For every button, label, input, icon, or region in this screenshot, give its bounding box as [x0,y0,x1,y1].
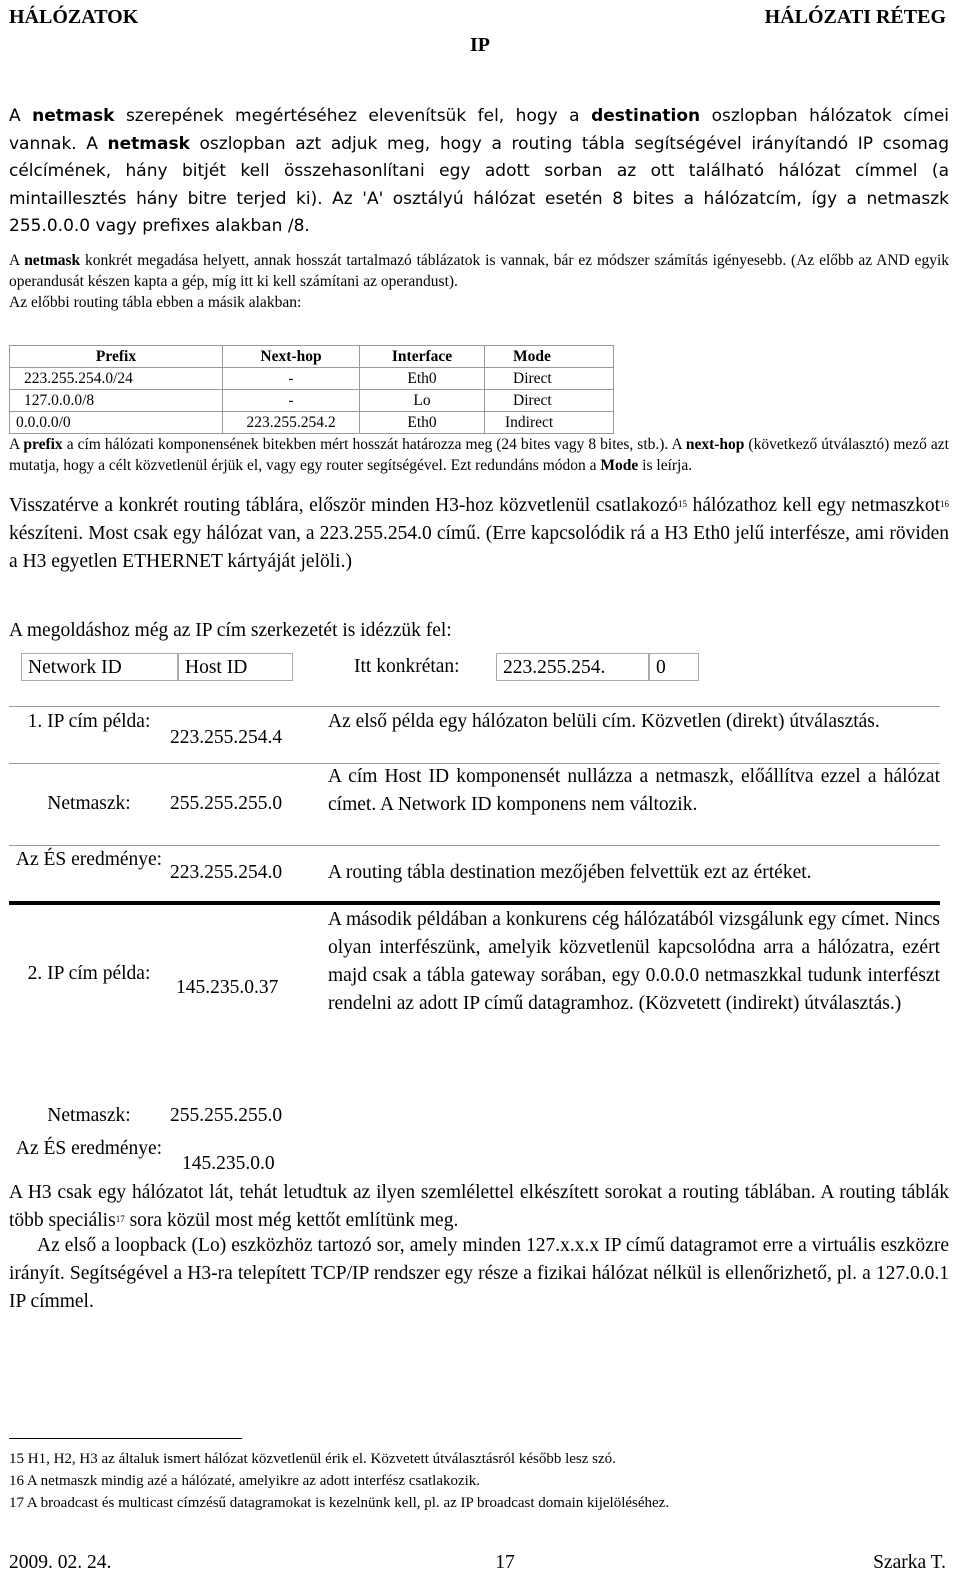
table-row [10,368,614,390]
host-id-box: Host ID [178,653,293,681]
table-row [10,390,614,412]
network-value-box: 223.255.254. [496,653,649,681]
footnote-ref-16[interactable]: 16 [940,499,949,509]
netmask2-label: Netmaszk: [47,1105,131,1126]
table-cell: Direct [485,390,614,412]
col-prefix: Prefix [10,346,223,368]
table-cell: 0.0.0.0/0 [10,412,223,434]
col-mode: Mode [485,346,614,368]
table-cell: Lo [360,390,485,412]
example1-value: 223.255.254.4 [170,727,283,748]
footer-author: Szarka T. [873,1552,946,1573]
header-right: HÁLÓZATI RÉTEG [764,6,946,28]
footer-page-number: 17 [495,1552,515,1573]
solution-intro: A megoldáshoz még az IP cím szerkezetét is idézzük fel: [9,620,452,641]
footnote-separator [9,1438,242,1439]
netmask1-value: 255.255.255.0 [170,793,283,814]
table-cell: Indirect [485,412,614,434]
example1-desc: Az első példa egy hálózaton belüli cím. Közvetlen (direkt) útválasztás. [328,711,880,732]
example2-desc: A második példában a konkurens cég hálózatából vizsgálunk egy címet. Nincs olyan interfészünk, amelyik közvetlenül kapcsolódna arra a hálózatra, ezért majd csak a tábla gateway sorában, egy 0.0.0.0 netmaszkkal tudunk interfészt rendelni az adott IP című datagramhoz. (Közvetett (indirekt) útválasztás.) [328,909,940,1014]
section-divider [9,901,940,905]
footnote-16: 16 A netmaszk mindig azé a hálózaté, amelyikre az adott interfész csatlakozik. [9,1473,481,1489]
footnote-ref-17[interactable]: 17 [115,1214,125,1224]
table-cell: 223.255.254.2 [223,412,360,434]
netmask2-value: 255.255.255.0 [170,1105,283,1126]
table-cell: Direct [485,368,614,390]
table-cell: 223.255.254.0/24 [10,368,223,390]
example1-label: 1. IP cím példa: [27,711,151,732]
netmask1-desc: A cím Host ID komponensét nullázza a netmaszk, előállítva ezzel a hálózat címet. A Network ID komponens nem változik. [328,766,940,815]
prefix-note: A prefix a cím hálózati komponensének bitekben mért hosszát határozza meg (24 bites vagy 8 bites, stb.). A next-hop (következő útválasztó) mező azt mutatja, hogy a célt közvetlenül érjük el, vagy egy router segítségével. Ezt redundáns módon a Mode is leírja. [9,436,949,474]
footer-date: 2009. 02. 24. [9,1552,112,1573]
table-header-row [10,346,614,368]
table-cell: 127.0.0.0/8 [10,390,223,412]
and-result2-value: 145.235.0.0 [182,1153,275,1174]
netmask-note: A netmask konkrét megadása helyett, annak hosszát tartalmazó táblázatok is vannak, bár ez módszer számítás igényesebb. (Az előbb az AND egyik operandusát készen kapta a gép, míg itt ki kell számítani az operandust). Az előbbi routing tábla ebben a másik alakban: [9,252,949,311]
grid-line [9,706,940,707]
col-interface: Interface [360,346,485,368]
and-result2-label: Az ÉS eredménye: [15,1138,163,1159]
footnote-17: 17 A broadcast és multicast címzésű datagramokat is kezelnünk kell, pl. az IP broadcast domain kijelöléséhez. [9,1495,670,1511]
footnote-15: 15 H1, H2, H3 az általuk ismert hálózat közvetlenül érik el. Közvetett útválasztásról később lesz szó. [9,1451,616,1467]
intro-paragraph: A netmask szerepének megértéséhez elevenítsük fel, hogy a destination oszlopban hálózatok címei vannak. A netmask oszlopban azt adjuk meg, hogy a routing tábla segítségével irányítandó IP csomag célcímének, hány bitjét kell összehasonlítani egy adott sorban az ott található hálózat címmel (a mintaillesztés hány bitre terjed ki). Az 'A' osztályú hálózat esetén 8 bites a hálózatcím, így a netmaszk 255.0.0.0 vagy prefixes alakban /8. [9,106,950,237]
table-cell: Eth0 [360,368,485,390]
concrete-label: Itt konkrétan: [354,656,460,677]
col-next-hop: Next-hop [223,346,360,368]
header-left: HÁLÓZATOK [9,6,139,28]
header-center: IP [470,34,490,56]
and-result1-desc: A routing tábla destination mezőjében felvettük ezt az értéket. [328,862,812,883]
closing-paragraph: A H3 csak egy hálózatot lát, tehát letudtuk az ilyen szemlélettel elkészített sorokat a routing táblában. A routing táblák több speciális$^{17}$ sora közül most még kettőt említünk meg. [9,1182,949,1231]
table-cell: - [223,368,360,390]
routing-table [9,345,614,434]
example2-value: 145.235.0.37 [176,977,279,998]
network-id-box: Network ID [21,653,178,681]
example2-label: 2. IP cím példa: [27,963,151,984]
and-result1-label: Az ÉS eredménye: [15,849,163,870]
table-row [10,412,614,434]
host-value-box: 0 [649,653,699,681]
table-cell: - [223,390,360,412]
footnote-ref-15[interactable]: 15 [678,499,688,509]
loopback-paragraph: Az első a loopback (Lo) eszközhöz tartozó sor, amely minden 127.x.x.x IP című datagramot erre a virtuális eszközre irányít. Segítségével a H3-ra telepített TCP/IP rendszer egy része a fizikai hálózat nélkül is ellenőrizhető, pl. a 127.0.0.1 IP címmel. [9,1235,949,1312]
return-paragraph: Visszatérve a konkrét routing táblára, először minden H3-hoz közvetlenül csatlakozó$^{15}$ hálózathoz kell egy netmaszkot$^{16}$ készíteni. Most csak egy hálózat van, a 223.255.254.0 című. (Erre kapcsolódik rá a H3 Eth0 jelű interfésze, ami röviden a H3 egyetlen ETHERNET kártyáját jelöli.) [9,495,949,572]
and-result1-value: 223.255.254.0 [170,862,283,883]
table-cell: Eth0 [360,412,485,434]
netmask1-label: Netmaszk: [47,793,131,814]
